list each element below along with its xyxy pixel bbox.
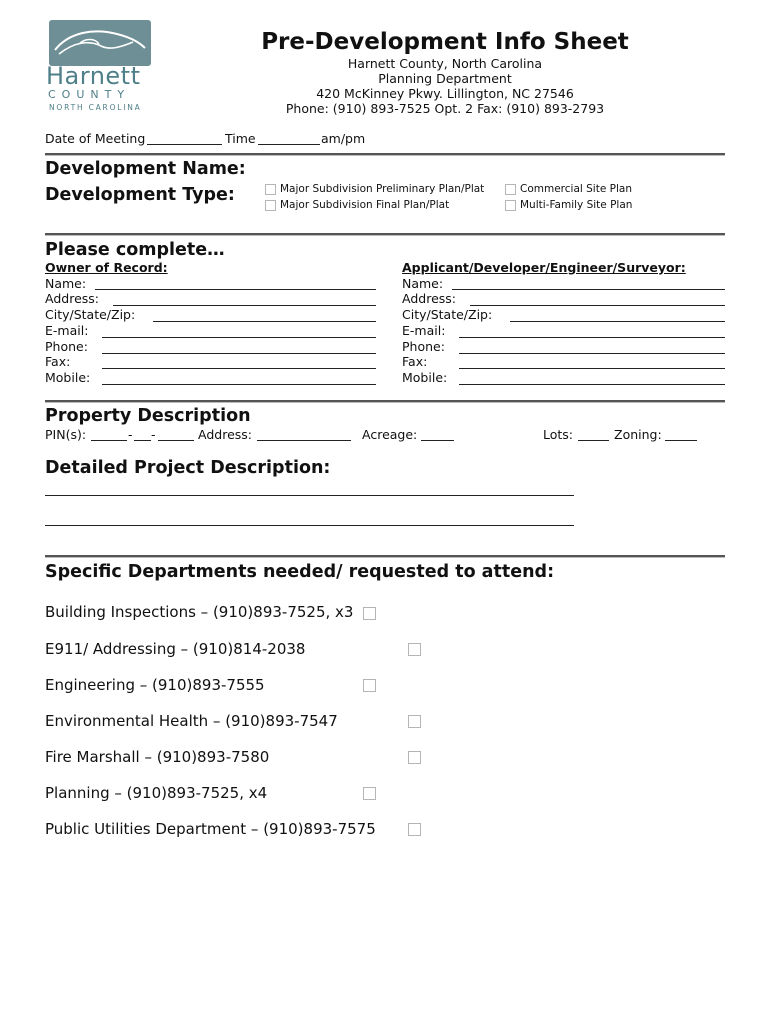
pin-field-2[interactable] — [134, 440, 151, 441]
logo-harnett-text: Harnett — [46, 62, 141, 90]
dept-e911-label: E911/ Addressing – (910)814-2038 — [45, 640, 306, 658]
please-complete-heading: Please complete… — [45, 240, 225, 260]
owner-fax-field[interactable] — [102, 368, 376, 369]
dept-building-label: Building Inspections – (910)893-7525, x3 — [45, 603, 354, 621]
applicant-name-label: Name: — [402, 276, 444, 291]
logo-state-text: NORTH CAROLINA — [49, 103, 142, 112]
dept-engineering-checkbox[interactable] — [363, 679, 376, 692]
applicant-address-field[interactable] — [470, 305, 725, 306]
logo-county-text: COUNTY — [48, 88, 131, 101]
type-multifamily-label: Multi-Family Site Plan — [520, 199, 633, 211]
dept-envhealth-checkbox[interactable] — [408, 715, 421, 728]
section-divider — [45, 233, 725, 236]
owner-email-field[interactable] — [102, 337, 376, 338]
pin-dash: - — [128, 427, 133, 442]
pin-field-3[interactable] — [158, 440, 194, 441]
dept-utilities-label: Public Utilities Department – (910)893-7575 — [45, 820, 376, 838]
departments-heading: Specific Departments needed/ requested to attend: — [45, 562, 555, 582]
logo-swoosh-icon — [49, 20, 151, 66]
pin-dash: - — [151, 427, 156, 442]
dept-utilities-checkbox[interactable] — [408, 823, 421, 836]
meeting-date-field[interactable] — [147, 144, 222, 145]
project-heading: Detailed Project Description: — [45, 458, 331, 478]
applicant-mobile-label: Mobile: — [402, 370, 448, 385]
dept-planning-label: Planning – (910)893-7525, x4 — [45, 784, 268, 802]
applicant-phone-field[interactable] — [459, 353, 725, 354]
type-prelim-label: Major Subdivision Preliminary Plan/Plat — [280, 183, 485, 195]
type-commercial-checkbox[interactable] — [505, 184, 516, 195]
address-line-4: Phone: (910) 893-7525 Opt. 2 Fax: (910) 893-2793 — [285, 101, 605, 116]
section-divider — [45, 555, 725, 558]
dept-engineering-label: Engineering – (910)893-7555 — [45, 676, 265, 694]
type-final-checkbox[interactable] — [265, 200, 276, 211]
applicant-fax-label: Fax: — [402, 354, 428, 369]
owner-name-field[interactable] — [95, 289, 376, 290]
zoning-label: Zoning: — [614, 427, 662, 442]
owner-citystatezip-field[interactable] — [153, 321, 376, 322]
owner-address-label: Address: — [45, 291, 99, 306]
section-divider — [45, 153, 725, 156]
dept-envhealth-label: Environmental Health – (910)893-7547 — [45, 712, 338, 730]
type-multifamily-checkbox[interactable] — [505, 200, 516, 211]
type-final-label: Major Subdivision Final Plan/Plat — [280, 199, 450, 211]
owner-mobile-label: Mobile: — [45, 370, 91, 385]
meeting-ampm-label: am/pm — [321, 131, 366, 146]
applicant-mobile-field[interactable] — [459, 384, 725, 385]
type-prelim-checkbox[interactable] — [265, 184, 276, 195]
lots-label: Lots: — [543, 427, 574, 442]
section-divider — [45, 400, 725, 403]
applicant-citystatezip-label: City/State/Zip: — [402, 307, 493, 322]
meeting-time-label: Time — [225, 131, 256, 146]
applicant-name-field[interactable] — [452, 289, 725, 290]
applicant-phone-label: Phone: — [402, 339, 445, 354]
applicant-heading: Applicant/Developer/Engineer/Surveyor: — [402, 260, 686, 275]
owner-address-field[interactable] — [113, 305, 376, 306]
pin-label: PIN(s): — [45, 427, 87, 442]
acreage-field[interactable] — [421, 440, 454, 441]
zoning-field[interactable] — [665, 440, 697, 441]
meeting-time-field[interactable] — [258, 144, 320, 145]
owner-mobile-field[interactable] — [102, 384, 376, 385]
applicant-email-label: E-mail: — [402, 323, 446, 338]
dept-building-checkbox[interactable] — [363, 607, 376, 620]
applicant-address-label: Address: — [402, 291, 456, 306]
acreage-label: Acreage: — [362, 427, 418, 442]
address-line-2: Planning Department — [378, 71, 512, 86]
project-description-line-1[interactable] — [45, 495, 574, 496]
dept-fire-checkbox[interactable] — [408, 751, 421, 764]
applicant-fax-field[interactable] — [459, 368, 725, 369]
project-description-line-2[interactable] — [45, 525, 574, 526]
owner-heading: Owner of Record: — [45, 260, 168, 275]
owner-citystatezip-label: City/State/Zip: — [45, 307, 136, 322]
applicant-email-field[interactable] — [459, 337, 725, 338]
property-heading: Property Description — [45, 406, 251, 426]
dept-planning-checkbox[interactable] — [363, 787, 376, 800]
pin-field-1[interactable] — [91, 440, 127, 441]
owner-email-label: E-mail: — [45, 323, 89, 338]
property-address-field[interactable] — [257, 440, 351, 441]
owner-fax-label: Fax: — [45, 354, 71, 369]
dept-fire-label: Fire Marshall – (910)893-7580 — [45, 748, 270, 766]
applicant-citystatezip-field[interactable] — [510, 321, 725, 322]
county-logo-emblem — [49, 20, 151, 66]
owner-phone-field[interactable] — [102, 353, 376, 354]
page-title: Pre-Development Info Sheet — [261, 29, 629, 55]
type-commercial-label: Commercial Site Plan — [520, 183, 632, 195]
owner-name-label: Name: — [45, 276, 87, 291]
property-address-label: Address: — [198, 427, 252, 442]
owner-phone-label: Phone: — [45, 339, 88, 354]
development-name-label: Development Name: — [45, 159, 246, 179]
address-line-3: 420 McKinney Pkwy. Lillington, NC 27546 — [316, 86, 574, 101]
meeting-date-label: Date of Meeting — [45, 131, 146, 146]
dept-e911-checkbox[interactable] — [408, 643, 421, 656]
development-type-label: Development Type: — [45, 185, 235, 205]
address-line-1: Harnett County, North Carolina — [347, 56, 543, 71]
lots-field[interactable] — [578, 440, 609, 441]
